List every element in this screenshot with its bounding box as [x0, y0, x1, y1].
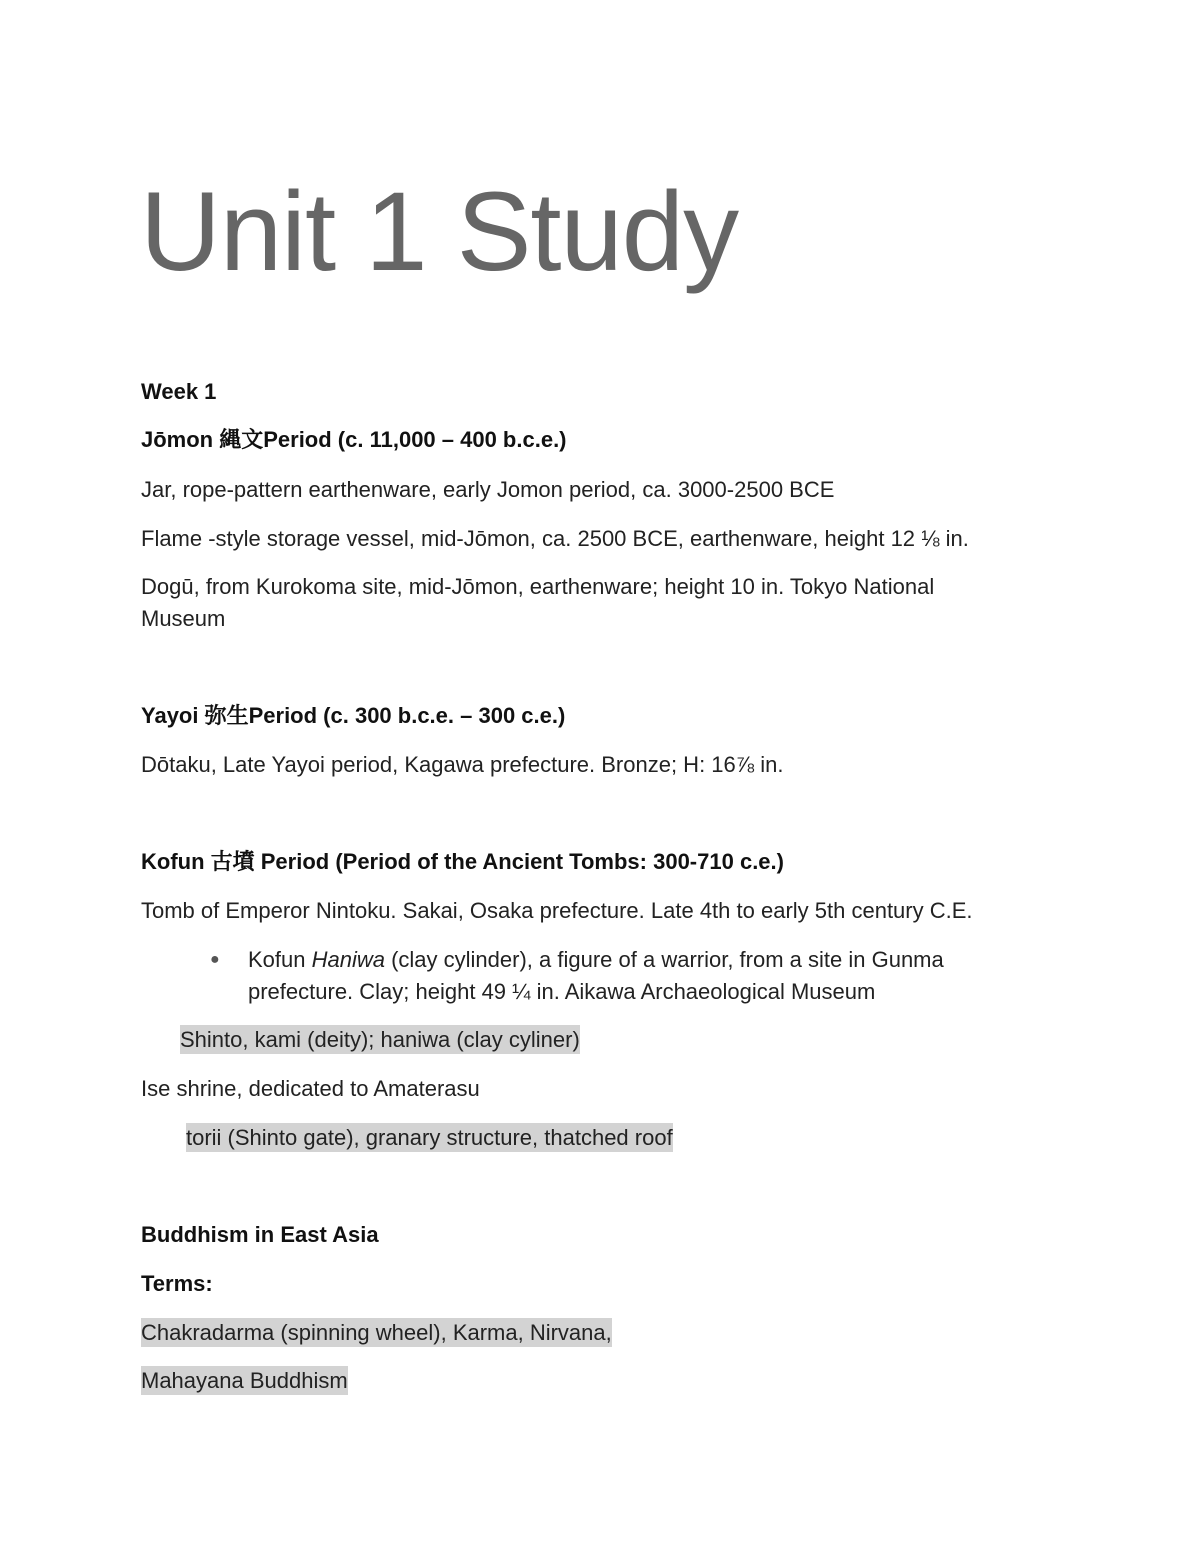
bullet-prefix: Kofun [248, 947, 312, 972]
bullet-rest: (clay cylinder), a figure of a warrior, from a site in Gunma prefecture. Clay; height 49 ¼ in. Aikawa Archaeological Museum [248, 947, 944, 1004]
bullet-text [248, 944, 1028, 1008]
terms-line-1 [141, 1317, 612, 1349]
document-title: Unit 1 Study [140, 169, 739, 294]
bullet-dot-icon: ● [210, 951, 220, 968]
bullet-italic-term: Haniwa [311, 947, 385, 972]
note-torii [186, 1122, 673, 1154]
note-torii-highlight: torii (Shinto gate), granary structure, thatched roof [186, 1125, 673, 1150]
terms-line-1-highlight: Chakradarma (spinning wheel), Karma, Nirvana, [141, 1320, 612, 1345]
jomon-item-flame-vessel: Flame -style storage vessel, mid-Jōmon, ca. 2500 BCE, earthenware, height 12 ⅛ in. [141, 526, 969, 551]
jomon-item-jar: Jar, rope-pattern earthenware, early Jomon period, ca. 3000-2500 BCE [141, 477, 835, 502]
ise-shrine: Ise shrine, dedicated to Amaterasu [141, 1076, 480, 1101]
jomon-item-dogu: Dogū, from Kurokoma site, mid-Jōmon, earthenware; height 10 in. Tokyo National Museum [141, 574, 935, 631]
buddhism-heading: Buddhism in East Asia [141, 1222, 379, 1247]
terms-label: Terms: [141, 1271, 213, 1296]
terms-line-2 [141, 1365, 348, 1397]
note-shinto-highlight: Shinto, kami (deity); haniwa (clay cyliner) [180, 1027, 580, 1052]
kofun-heading: Kofun 古墳 Period (Period of the Ancient Tombs: 300-710 c.e.) [141, 849, 784, 874]
kofun-tomb: Tomb of Emperor Nintoku. Sakai, Osaka prefecture. Late 4th to early 5th century C.E. [141, 898, 973, 923]
yayoi-heading: Yayoi 弥生Period (c. 300 b.c.e. – 300 c.e.) [141, 703, 566, 728]
week-heading: Week 1 [141, 379, 217, 404]
yayoi-item-dotaku: Dōtaku, Late Yayoi period, Kagawa prefecture. Bronze; H: 16⅞ in. [141, 752, 784, 777]
note-shinto [180, 1024, 580, 1056]
terms-line-2-highlight: Mahayana Buddhism [141, 1368, 348, 1393]
jomon-heading: Jōmon 縄文Period (c. 11,000 – 400 b.c.e.) [141, 427, 567, 452]
